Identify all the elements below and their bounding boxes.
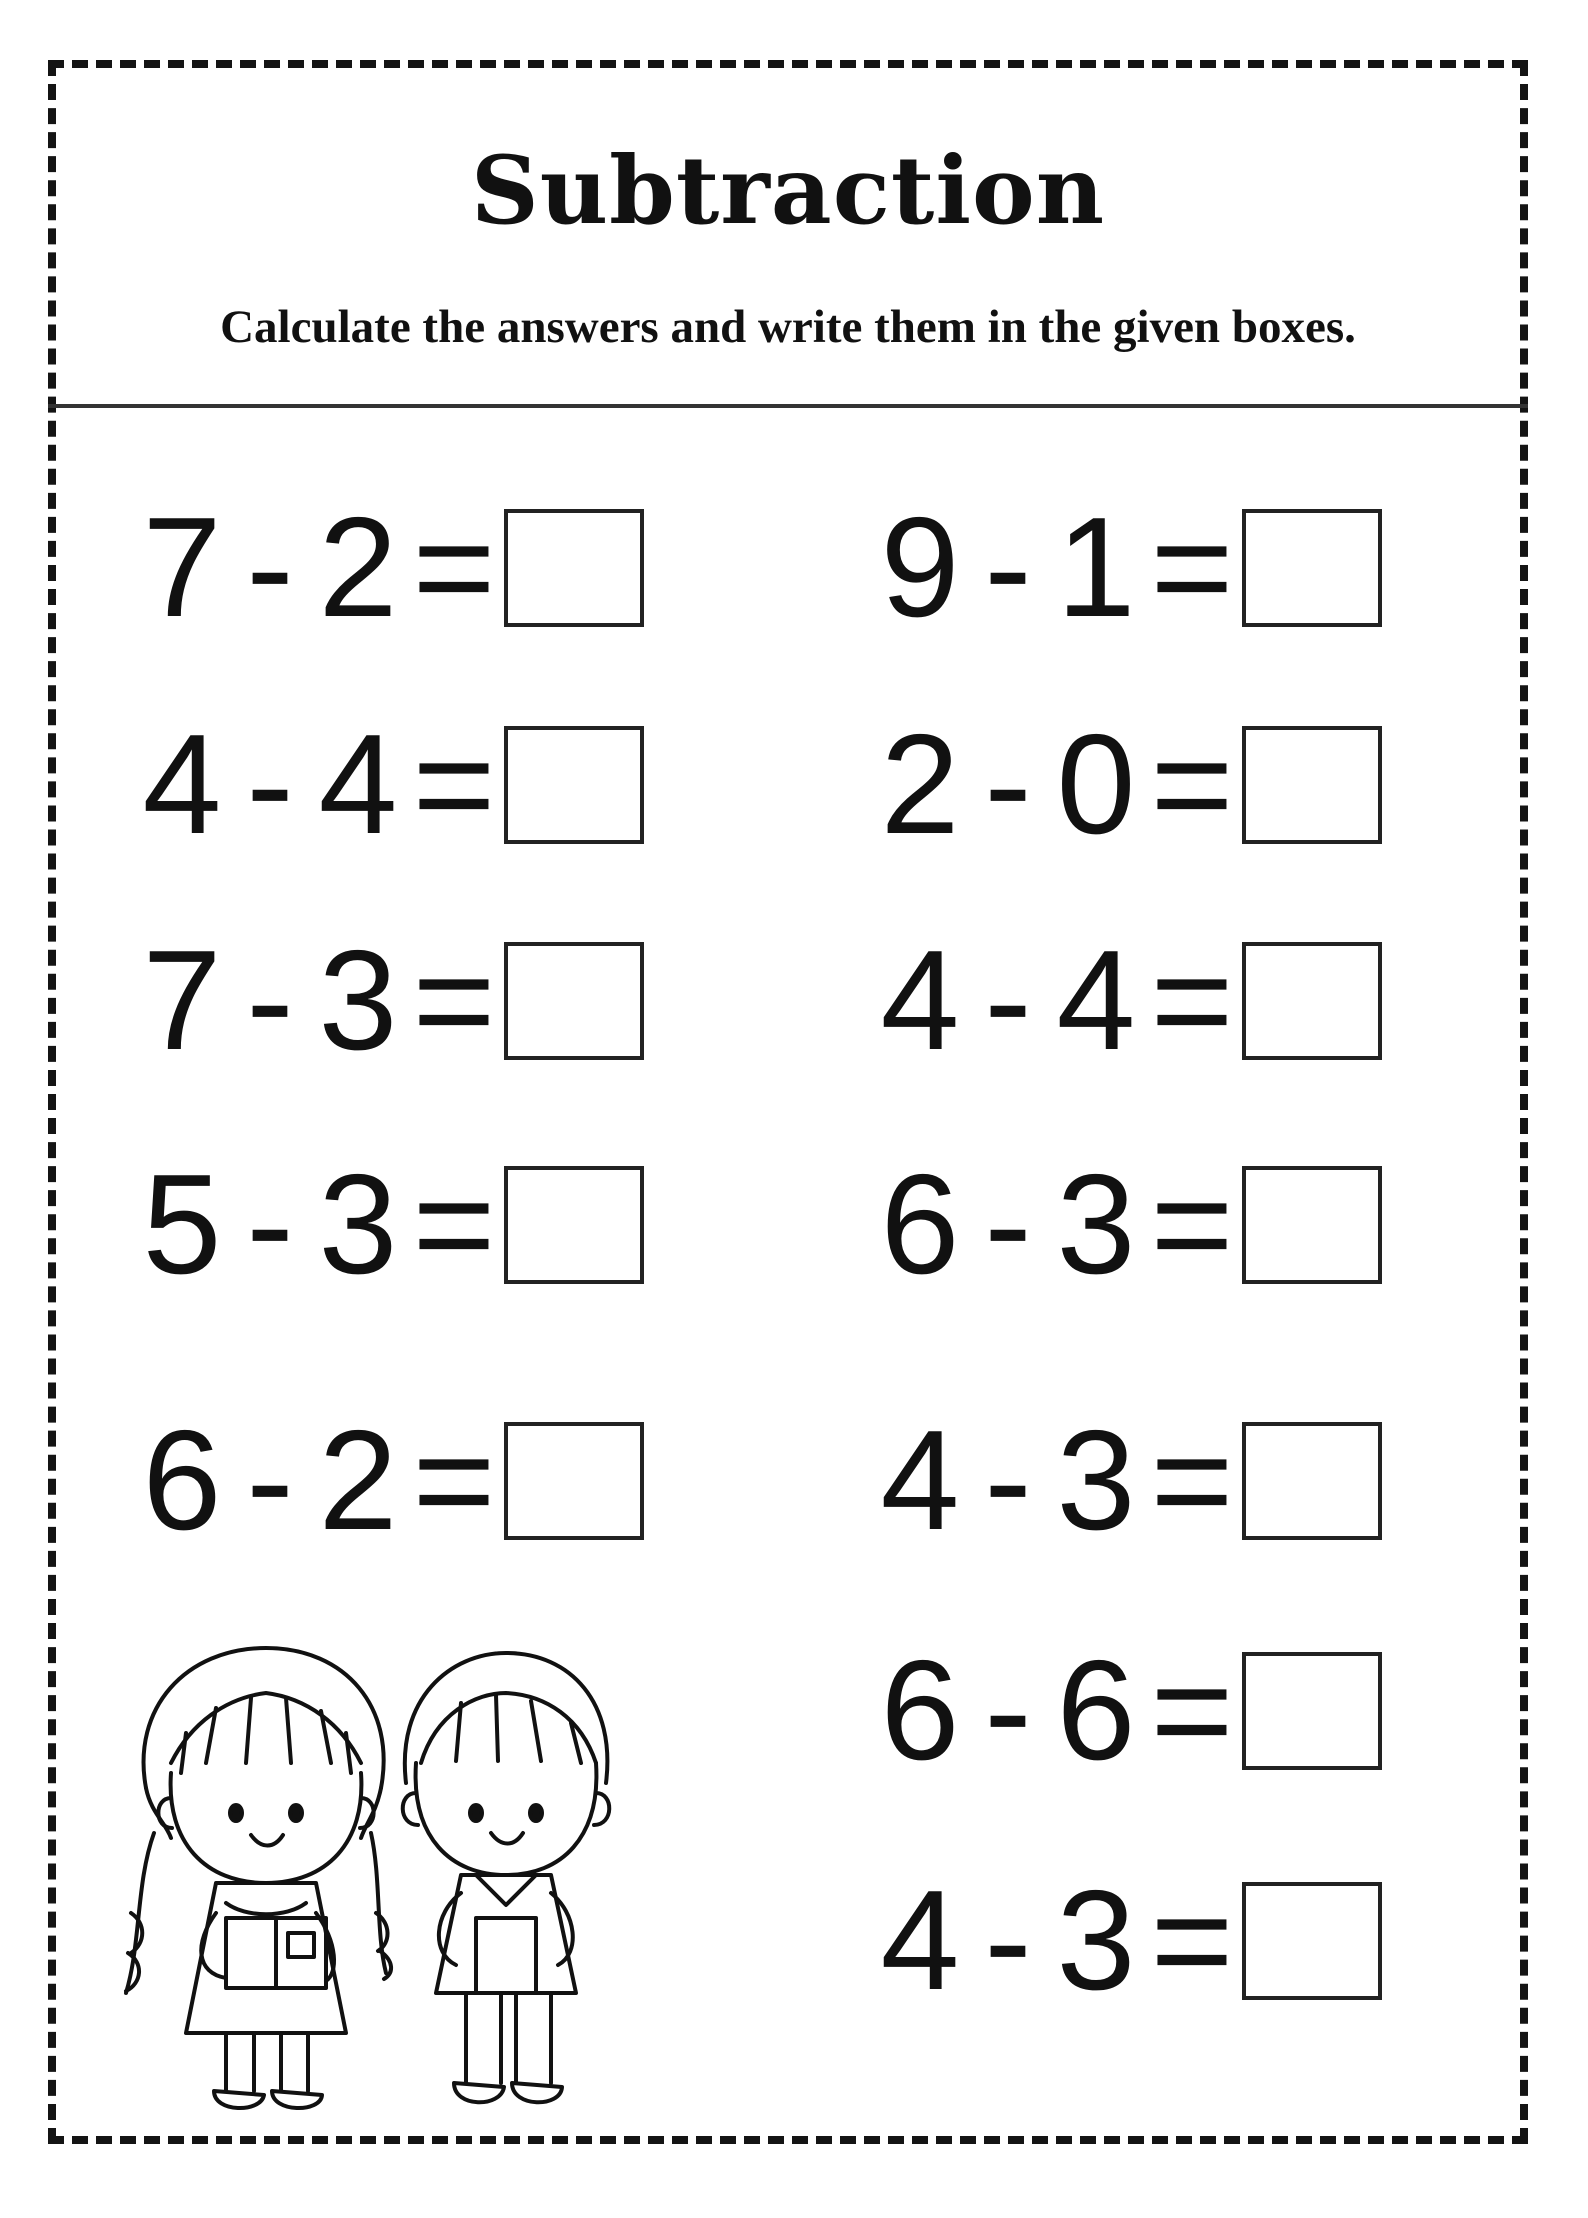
minuend: 7 <box>142 488 222 647</box>
problem-left-1 <box>136 488 644 647</box>
problem-right-1 <box>874 488 1382 647</box>
subtrahend: 4 <box>318 705 398 864</box>
minus-sign: - <box>984 1401 1032 1560</box>
equals-sign: = <box>412 1145 496 1304</box>
equals-sign: = <box>1150 1861 1234 2020</box>
problem-right-4 <box>874 1145 1382 1304</box>
minuend: 4 <box>880 1861 960 2020</box>
subtrahend: 3 <box>1056 1861 1136 2020</box>
header-divider <box>48 404 1528 408</box>
equals-sign: = <box>1150 1631 1234 1790</box>
worksheet-instructions: Calculate the answers and write them in the given boxes. <box>220 301 1356 353</box>
problem-left-4 <box>136 1145 644 1304</box>
minuend: 9 <box>880 488 960 647</box>
answer-box[interactable] <box>504 509 644 627</box>
answer-box[interactable] <box>504 1166 644 1284</box>
problem-left-5 <box>136 1401 644 1560</box>
minus-sign: - <box>246 705 294 864</box>
equals-sign: = <box>412 488 496 647</box>
answer-box[interactable] <box>1242 1882 1382 2000</box>
answer-box[interactable] <box>504 942 644 1060</box>
answer-box[interactable] <box>1242 1422 1382 1540</box>
problem-right-2 <box>874 705 1382 864</box>
subtrahend: 0 <box>1056 705 1136 864</box>
minuend: 6 <box>142 1401 222 1560</box>
minus-sign: - <box>984 1145 1032 1304</box>
problem-right-3 <box>874 921 1382 1080</box>
minus-sign: - <box>246 1401 294 1560</box>
answer-box[interactable] <box>1242 1652 1382 1770</box>
subtrahend: 3 <box>1056 1145 1136 1304</box>
minuend: 4 <box>142 705 222 864</box>
equals-sign: = <box>1150 921 1234 1080</box>
equals-sign: = <box>412 1401 496 1560</box>
subtrahend: 3 <box>1056 1401 1136 1560</box>
equals-sign: = <box>1150 705 1234 864</box>
answer-box[interactable] <box>1242 1166 1382 1284</box>
problem-right-7 <box>874 1861 1382 2020</box>
children-reading-illustration <box>76 1613 696 2133</box>
minus-sign: - <box>984 1631 1032 1790</box>
minuend: 4 <box>880 921 960 1080</box>
problem-right-5 <box>874 1401 1382 1560</box>
minuend: 2 <box>880 705 960 864</box>
minuend: 5 <box>142 1145 222 1304</box>
minuend: 7 <box>142 921 222 1080</box>
subtrahend: 2 <box>318 1401 398 1560</box>
problem-left-2 <box>136 705 644 864</box>
subtrahend: 3 <box>318 921 398 1080</box>
minuend: 6 <box>880 1631 960 1790</box>
minuend: 6 <box>880 1145 960 1304</box>
boy-figure <box>403 1653 610 2102</box>
minus-sign: - <box>984 705 1032 864</box>
girl-figure <box>126 1648 391 2108</box>
answer-box[interactable] <box>1242 726 1382 844</box>
equals-sign: = <box>412 705 496 864</box>
problem-right-6 <box>874 1631 1382 1790</box>
equals-sign: = <box>1150 1145 1234 1304</box>
subtrahend: 2 <box>318 488 398 647</box>
subtrahend: 4 <box>1056 921 1136 1080</box>
answer-box[interactable] <box>504 726 644 844</box>
minus-sign: - <box>246 1145 294 1304</box>
minus-sign: - <box>984 1861 1032 2020</box>
minus-sign: - <box>984 488 1032 647</box>
minus-sign: - <box>246 921 294 1080</box>
equals-sign: = <box>412 921 496 1080</box>
minus-sign: - <box>984 921 1032 1080</box>
worksheet-border <box>48 60 1528 2144</box>
problem-left-3 <box>136 921 644 1080</box>
subtrahend: 6 <box>1056 1631 1136 1790</box>
answer-box[interactable] <box>504 1422 644 1540</box>
subtrahend: 3 <box>318 1145 398 1304</box>
worksheet-title: Subtraction <box>470 136 1106 246</box>
minuend: 4 <box>880 1401 960 1560</box>
minus-sign: - <box>246 488 294 647</box>
answer-box[interactable] <box>1242 942 1382 1060</box>
equals-sign: = <box>1150 1401 1234 1560</box>
equals-sign: = <box>1150 488 1234 647</box>
subtrahend: 1 <box>1056 488 1136 647</box>
answer-box[interactable] <box>1242 509 1382 627</box>
